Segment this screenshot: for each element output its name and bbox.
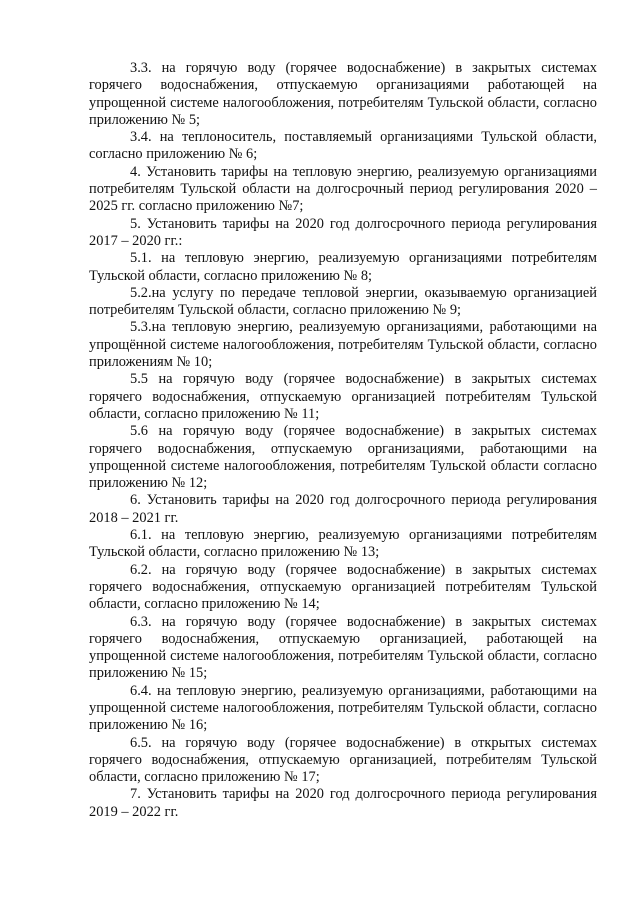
paragraph-5-3: 5.3.на тепловую энергию, реализуемую организациями, работающими на упрощённой системе налогообложения, потребителям Тульской области, согласно приложениям № 10; xyxy=(89,319,597,371)
document-page xyxy=(89,60,597,821)
paragraph-6-2: 6.2. на горячую воду (горячее водоснабжение) в закрытых системах горячего водоснабжения, отпускаемую организацией потребителям Тульской области, согласно приложению № 14; xyxy=(89,561,597,613)
paragraph-5-1: 5.1. на тепловую энергию, реализуемую организациями потребителям Тульской области, согласно приложению № 8; xyxy=(89,250,597,284)
paragraph-6: 6. Установить тарифы на 2020 год долгосрочного периода регулирования 2018 – 2021 гг. xyxy=(89,492,597,526)
paragraph-5: 5. Установить тарифы на 2020 год долгосрочного периода регулирования 2017 – 2020 гг.: xyxy=(89,215,597,249)
paragraph-5-5: 5.5 на горячую воду (горячее водоснабжение) в закрытых системах горячего водоснабжения, отпускаемую организацией потребителям Тульской области, согласно приложению № 11; xyxy=(89,371,597,422)
paragraph-5-6: 5.6 на горячую воду (горячее водоснабжение) в закрытых системах горячего водоснабжения, отпускаемую организациями, работающими на упрощенной системе налогообложения, потребителям Тульской области согласно приложению № 12; xyxy=(89,423,597,492)
paragraph-6-5: 6.5. на горячую воду (горячее водоснабжение) в открытых системах горячего водоснабжения, отпускаемую организацией, потребителям Тульской области, согласно приложению № 17; xyxy=(89,734,597,786)
paragraph-6-3: 6.3. на горячую воду (горячее водоснабжение) в закрытых системах горячего водоснабжения, отпускаемую организацией, работающей на упрощенной системе налогообложения, потребителям Тульской области, согласно приложению № 15; xyxy=(89,613,597,682)
paragraph-3-4: 3.4. на теплоноситель, поставляемый организациями Тульской области, согласно приложению № 6; xyxy=(89,129,597,163)
paragraph-3-3: 3.3. на горячую воду (горячее водоснабжение) в закрытых системах горячего водоснабжения, отпускаемую организациями работающей на упрощенной системе налогообложения, потребителям Тульской области, согласно приложению № 5; xyxy=(89,60,597,128)
paragraph-7: 7. Установить тарифы на 2020 год долгосрочного периода регулирования 2019 – 2022 гг. xyxy=(89,786,597,820)
paragraph-5-2: 5.2.на услугу по передаче тепловой энергии, оказываемую организацией потребителям Тульской области, согласно приложению № 9; xyxy=(89,284,597,319)
paragraph-4: 4. Установить тарифы на тепловую энергию, реализуемую организациями потребителям Тульской области на долгосрочный период регулирования 2020 – 2025 гг. согласно приложению №7; xyxy=(89,163,597,215)
paragraph-6-1: 6.1. на тепловую энергию, реализуемую организациями потребителям Тульской области, согласно приложению № 13; xyxy=(89,527,597,561)
paragraph-6-4: 6.4. на тепловую энергию, реализуемую организациями, работающими на упрощенной системе налогообложения, потребителям Тульской области, согласно приложению № 16; xyxy=(89,682,597,734)
